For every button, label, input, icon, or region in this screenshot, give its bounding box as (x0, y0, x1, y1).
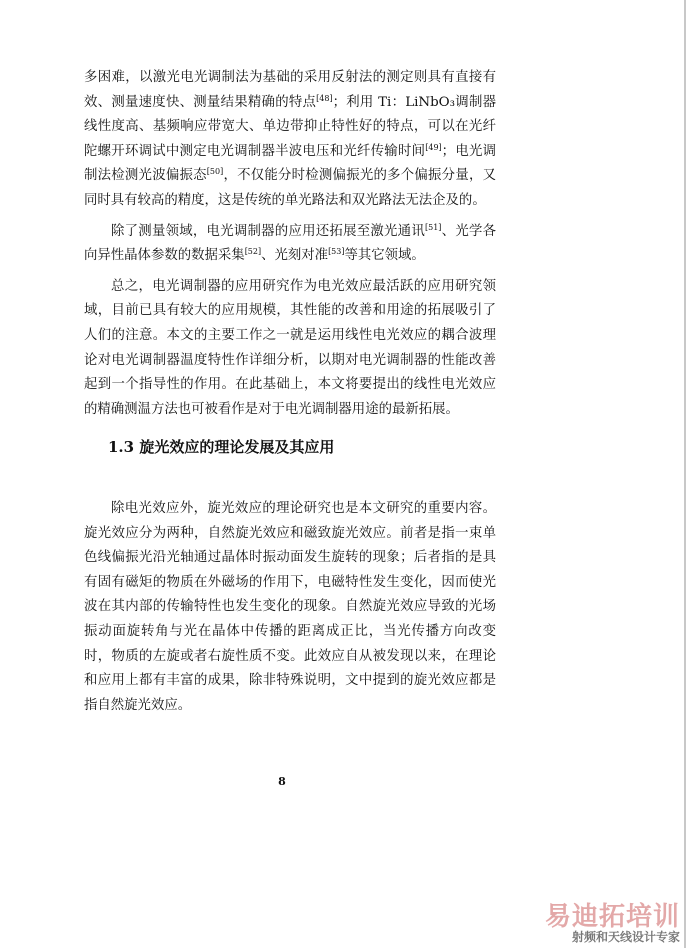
citation-53: [53] (328, 247, 345, 257)
paragraph-measurement (84, 66, 496, 214)
page-number: 8 (278, 775, 286, 788)
watermark-logo (536, 896, 686, 944)
citation-52: [52] (244, 247, 262, 257)
page-edge-rule (684, 0, 686, 948)
paragraph-other-fields-text-a: 除了测量领域，电光调制器的应用还拓展至激光通讯 (111, 223, 425, 239)
paragraph-measurement-text-a: 多困难，以激光电光调制法为基础的采用反射法的测定则具有直接有效、测量速度快、测量结果精确的特点 (84, 70, 496, 110)
citation-51: [51] (424, 222, 442, 232)
paragraph-summary: 总之，电光调制器的应用研究作为电光效应最活跃的应用研究领域，目前已具有较大的应用规模，其性能的改善和用途的拓展吸引了人们的注意。本文的主要工作之一就是运用线性电光效应的耦合波理论对电光调制器温度特性作详细分析，以期对电光调制器的性能改善起到一个指导性的作用。在此基础上，本文将要提出的线性电光效应的精确测温方法也可被看作是对于电光调制器用途的最新拓展。 (84, 278, 496, 417)
paragraph-other-fields-text-c: 、光刻对准 (261, 248, 329, 264)
paragraph-measurement-text-c: ；电光调制法检测光波偏振态 (84, 143, 497, 184)
section-heading: 1.3 旋光效应的理论发展及其应用 (108, 438, 335, 456)
watermark-name: 易迪拓培训 (544, 902, 680, 932)
paragraph-measurement-text-b: ；利用 Ti：LiNbO₃调制器线性度高、基频响应带宽大、单边带抑止特性好的特点，可以在光纤陀螺开环调试中测定电光调制器半波电压和光纤传输时间 (84, 94, 497, 159)
paragraph-optical-rotation: 除电光效应外，旋光效应的理论研究也是本文研究的重要内容。旋光效应分为两种，自然旋光效应和磁致旋光效应。前者是指一束单色线偏振光沿光轴通过晶体时振动面发生旋转的现象；后者指的是具有固有磁矩的物质在外磁场的作用下，电磁特性发生变化，因而使光波在其内部的传输特性也发生变化的现象。自然旋光效应导致的光场振动面旋转角与光在晶体中传播的距离成正比，当光传播方向改变时，物质的左旋或者右旋性质不变。此效应自从被发现以来，在理论和应用上都有丰富的成果，除非特殊说明，文中提到的旋光效应都是指自然旋光效应。 (84, 501, 496, 713)
body-text-section (84, 497, 496, 724)
paragraph-measurement-text-d: ，不仅能分时检测偏振光的多个偏振分量，又同时具有较高的精度，这是传统的单光路法和双光路法无法企及的。 (84, 168, 496, 208)
watermark-tagline: 射频和天线设计专家 (571, 930, 680, 944)
paragraph-other-fields (84, 220, 496, 269)
paragraph-other-fields-text-d: 等其它领域。 (344, 248, 425, 264)
citation-50: [50] (206, 167, 224, 177)
paragraph-other-fields-text-b: 、光学各向异性晶体参数的数据采集 (84, 223, 497, 264)
body-text-top (84, 66, 496, 422)
citation-49: [49] (425, 142, 442, 152)
citation-48: [48] (316, 93, 333, 103)
